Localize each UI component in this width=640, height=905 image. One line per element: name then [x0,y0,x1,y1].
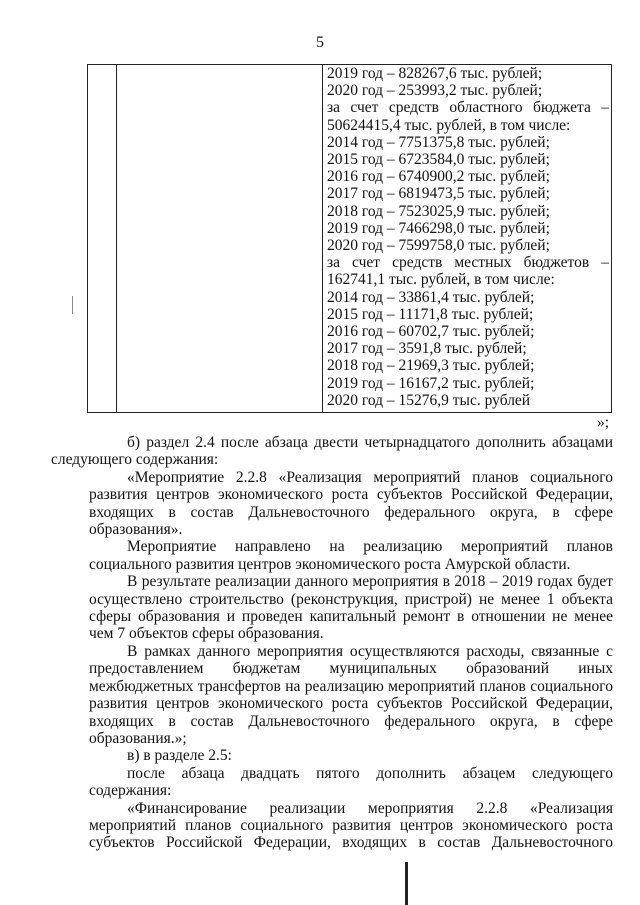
paragraph-section-2-5: в) в разделе 2.5: [127,747,232,765]
paragraph-add-after: после абзаца двадцать пятого дополнить абзацем следующего содержания: [89,764,613,800]
table-line: 2018 год – 21969,3 тыс. рублей; [327,357,535,375]
paragraph-financing: «Финансирование реализации мероприятия 2.2.8 «Реализация мероприятий планов социального развития центров экономического роста субъектов Российской Федерации, входящих в состав Дальневосточного [89,799,613,852]
table-line: 2019 год – 7466298,0 тыс. рублей; [327,219,550,237]
table-line: 2018 год – 7523025,9 тыс. рублей; [327,202,550,220]
paragraph-measure-goal: Мероприятие направлено на реализацию мероприятий планов социального развития центров экономического роста Амурской области. [89,538,613,573]
table-line: 2016 год – 60702,7 тыс. рублей; [327,323,535,341]
table-line: 2015 год – 11171,8 тыс. рублей; [327,305,534,323]
table-line: 2017 год – 6819473,5 тыс. рублей; [327,185,550,203]
paragraph-line: следующего содержания: [51,451,219,469]
table-line: 2019 год – 828267,6 тыс. рублей; [327,65,543,82]
table-line: 2014 год – 7751375,8 тыс. рублей; [327,133,550,151]
table-line: 2016 год – 6740900,2 тыс. рублей; [327,168,550,186]
table-line: 2017 год – 3591,8 тыс. рублей; [327,340,527,358]
table-line: 2015 год – 6723584,0 тыс. рублей; [327,151,550,169]
paragraph-measure-title: «Мероприятие 2.2.8 «Реализация мероприятий планов социального развития центров экономического роста субъектов Российской Федерации, входящих в состав Дальневосточного федерального округа, в сфере образования». [89,468,613,539]
page-number: 5 [316,34,324,51]
closing-quote: »; [596,414,609,431]
document-body [51,434,613,852]
table-line: 2014 год – 33861,4 тыс. рублей; [327,288,535,306]
table-line: 2020 год – 253993,2 тыс. рублей; [327,82,543,100]
table-line: 2019 год – 16167,2 тыс. рублей; [327,374,535,392]
paragraph-measure-result: В результате реализации данного мероприятия в 2018 – 2019 годах будет осуществлено строительство (реконструкция, пристрой) не менее 1 объекта сферы образования и проведен капитальный ремонт в отношении не менее чем 7 объектов сферы образования. [89,573,613,643]
table-line: 162741,1 тыс. рублей, в том числе: [327,271,555,289]
table-cell-financing [323,65,612,413]
table-cell-empty-2 [117,65,323,413]
table-line: за счет средств областного бюджета – [327,99,609,117]
table-row [88,65,612,413]
binding-mark [405,862,408,905]
margin-mark [72,296,73,314]
table-line: 2020 год – 15276,9 тыс. рублей [327,391,531,409]
paragraph-section-2-4 [51,434,613,469]
table-line: за счет средств местных бюджетов – [327,254,609,272]
paragraph-line: б) раздел 2.4 после абзаца двести четырнадцатого дополнить абзацами [127,434,613,451]
paragraph-measure-expenses: В рамках данного мероприятия осуществляются расходы, связанные с предоставлением бюджетам муниципальных образований иных межбюджетных трансфертов на реализацию мероприятий планов социального развития центров экономического роста субъектов Российской Федерации, входящих в состав Дальневосточного федерального округа, в сфере образования.»; [89,642,613,747]
table-line: 2020 год – 7599758,0 тыс. рублей; [327,237,550,255]
table-cell-empty-1 [88,65,117,413]
table-line: 50624415,4 тыс. рублей, в том числе: [327,116,571,134]
budget-table [87,64,612,413]
